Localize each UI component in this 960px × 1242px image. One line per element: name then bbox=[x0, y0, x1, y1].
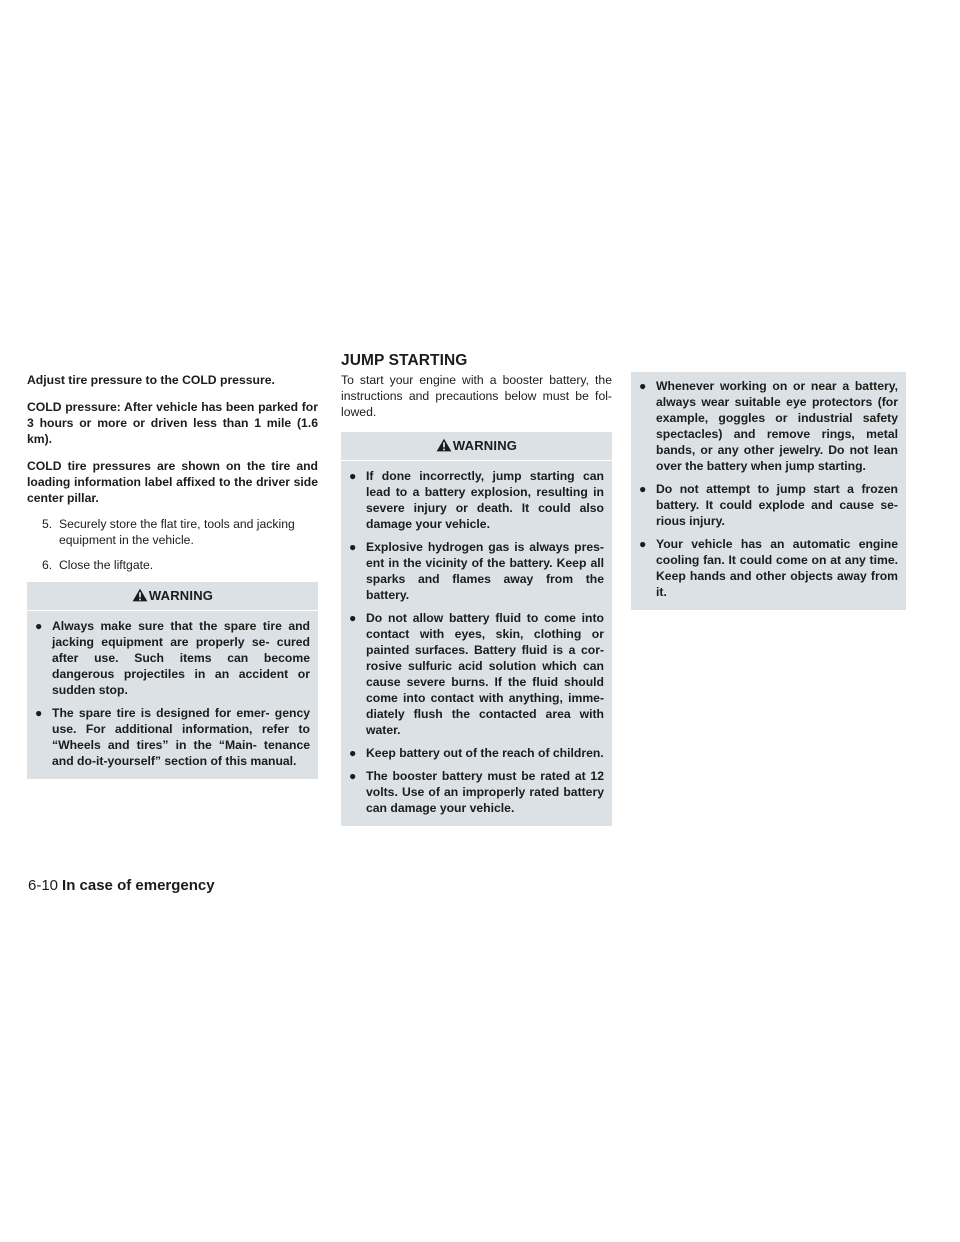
warning-triangle-icon bbox=[436, 438, 452, 452]
warning-list bbox=[639, 378, 898, 600]
warning-item: ● The spare tire is designed for emer- gency use. For additional information, refer to “Wheels and tires” in the “Main- tenance and do-it-yourself” section of this manual. bbox=[35, 706, 310, 768]
bullet-icon: ● bbox=[349, 746, 357, 760]
tire-pressure-note: Adjust tire pressure to the COLD pressure. bbox=[27, 373, 275, 387]
step-number: 5. bbox=[42, 517, 53, 531]
warning-title: WARNING bbox=[452, 438, 518, 453]
step-text: Securely store the flat tire, tools and jacking equipment in the vehicle. bbox=[59, 517, 295, 547]
step-item bbox=[27, 557, 318, 573]
warning-item: ● If done incorrectly, jump starting can lead to a battery explosion, resulting in severe injury or death. It could also damage your vehicle. bbox=[349, 469, 604, 531]
left-column bbox=[27, 372, 318, 779]
warning-item: ● Your vehicle has an automatic engine cooling fan. It could come on at any time. Keep hands and other objects away from it. bbox=[639, 537, 898, 599]
footer-section-name: In case of emergency bbox=[62, 877, 215, 894]
bullet-icon: ● bbox=[349, 611, 357, 625]
bullet-icon: ● bbox=[349, 540, 357, 554]
bullet-icon: ● bbox=[35, 706, 43, 720]
page-number: 6-10 bbox=[28, 877, 59, 894]
warning-box-jump-start bbox=[341, 432, 612, 826]
warning-header bbox=[27, 586, 318, 611]
bullet-icon: ● bbox=[639, 482, 647, 496]
warning-item: ● The booster battery must be rated at 12 volts. Use of an improperly rated battery can damage your vehicle. bbox=[349, 769, 604, 815]
middle-column bbox=[341, 372, 612, 826]
warning-box-continued bbox=[631, 372, 906, 610]
warning-list bbox=[35, 618, 310, 769]
step-item bbox=[27, 516, 318, 548]
right-column bbox=[631, 372, 906, 610]
bullet-icon: ● bbox=[639, 537, 647, 551]
bullet-icon: ● bbox=[349, 469, 357, 483]
cold-pressure-label-note: COLD tire pressures are shown on the tire and loading information label affixed to the driver side center pillar. bbox=[27, 459, 318, 505]
step-text: Close the liftgate. bbox=[59, 558, 154, 572]
step-number: 6. bbox=[42, 558, 53, 572]
warning-box-spare-tire bbox=[27, 582, 318, 779]
warning-item: ● Always make sure that the spare tire and jacking equipment are properly se- cured after use. Such items can become dangerous projectiles in an accident or sudden stop. bbox=[35, 619, 310, 697]
warning-triangle-icon bbox=[132, 588, 148, 602]
cold-pressure-definition: COLD pressure: After vehicle has been parked for 3 hours or more or driven less than 1 mile (1.6 km). bbox=[27, 400, 318, 446]
warning-item: ● Do not allow battery fluid to come into contact with eyes, skin, clothing or painted surfaces. Battery fluid is a cor- rosive sulfuric acid solution which can cause severe burns. If the fluid should come into contact with anything, imme- diately flush the contacted area with water. bbox=[349, 611, 604, 737]
warning-item: ● Keep battery out of the reach of children. bbox=[349, 746, 604, 760]
warning-header bbox=[341, 436, 612, 461]
warning-item: ● Explosive hydrogen gas is always pres- ent in the vicinity of the battery. Keep all sparks and flames away from the battery. bbox=[349, 540, 604, 602]
bullet-icon: ● bbox=[35, 619, 43, 633]
jump-start-intro: To start your engine with a booster battery, the instructions and precautions below must be fol- lowed. bbox=[341, 373, 612, 419]
step-list bbox=[27, 516, 318, 573]
warning-item: ● Do not attempt to jump start a frozen battery. It could explode and cause se- rious injury. bbox=[639, 482, 898, 528]
warning-list bbox=[349, 468, 604, 816]
bullet-icon: ● bbox=[639, 379, 647, 393]
bullet-icon: ● bbox=[349, 769, 357, 783]
page-footer bbox=[28, 877, 215, 894]
warning-title: WARNING bbox=[148, 588, 214, 603]
section-heading: JUMP STARTING bbox=[341, 352, 468, 369]
warning-item: ● Whenever working on or near a battery, always wear suitable eye protectors (for example, goggles or industrial safety spectacles) and remove rings, metal bands, or any other jewelry. Do not lean over the battery when jump starting. bbox=[639, 379, 898, 473]
